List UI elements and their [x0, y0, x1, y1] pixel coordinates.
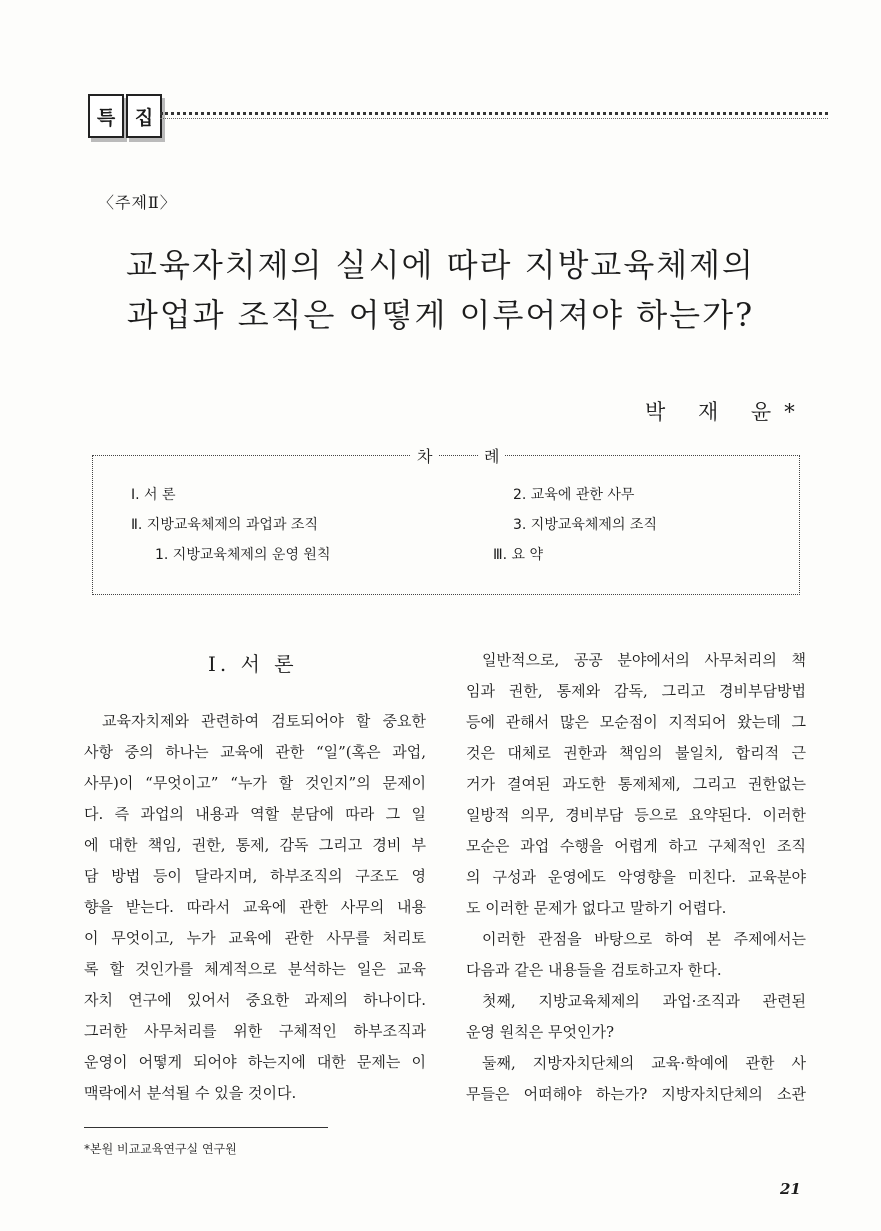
- toc-item: Ⅲ. 요 약: [493, 547, 544, 563]
- text-line: 운영이 어떻게 되어야 하는지에 대한 문제는 이: [84, 1053, 426, 1071]
- toc-item: Ⅰ. 서 론: [131, 487, 176, 503]
- left-column-paragraph: [84, 706, 426, 1109]
- text-line: 임과 권한, 통제와 감독, 그리고 경비부담방법: [466, 682, 806, 700]
- text-line: 향을 받는다. 따라서 교육에 관한 사무의 내용: [84, 898, 426, 916]
- text-line: 거가 결여된 과도한 통제체제, 그리고 권한없는: [466, 775, 806, 793]
- feature-tag-char-2: 집: [126, 94, 162, 138]
- text-line: 이러한 관점을 바탕으로 하여 본 주제에서는: [482, 930, 806, 948]
- section-heading: Ⅰ. 서 론: [208, 652, 298, 676]
- footnote-rule: [84, 1127, 328, 1128]
- text-line: 그러한 사무처리를 위한 구체적인 하부조직과: [84, 1022, 426, 1040]
- article-title-line-1: 교육자치제의 실시에 따라 지방교육체제의: [126, 246, 755, 284]
- toc-heading-right: 례: [478, 444, 505, 467]
- toc-item: 3. 지방교육체제의 조직: [513, 517, 657, 533]
- text-line: 도 이러한 문제가 없다고 말하기 어렵다.: [466, 899, 727, 917]
- text-line: 사항 중의 하나는 교육에 관한 “일”(혹은 과업,: [84, 743, 426, 761]
- header-decorative-line-thin: [160, 118, 828, 119]
- page-number: 21: [780, 1180, 801, 1198]
- text-line: 일방적 의무, 경비부담 등으로 요약된다. 이러한: [466, 806, 806, 824]
- text-line: 모순은 과업 수행을 어렵게 하고 구체적인 조직: [466, 837, 806, 855]
- text-line: 다. 즉 과업의 내용과 역할 분담에 따라 그 일: [84, 805, 426, 823]
- text-line: 맥락에서 분석될 수 있을 것이다.: [84, 1084, 297, 1102]
- text-line: 교육자치제와 관련하여 검토되어야 할 중요한: [102, 712, 426, 730]
- text-line: 다음과 같은 내용들을 검토하고자 한다.: [466, 961, 722, 979]
- topic-label: 〈주제Ⅱ〉: [98, 193, 177, 212]
- text-line: 에 대한 책임, 권한, 통제, 감독 그리고 경비 부: [84, 836, 426, 854]
- right-column-paragraphs: [466, 645, 806, 1110]
- text-line: 첫째, 지방교육체제의 과업·조직과 관련된: [482, 992, 806, 1010]
- feature-tag-char-1: 특: [88, 94, 124, 138]
- text-line: 이 무엇이고, 누가 교육에 관한 사무를 처리토: [84, 929, 426, 947]
- text-line: 운영 원칙은 무엇인가?: [466, 1023, 614, 1041]
- author-name: 박 재 윤*: [645, 400, 808, 424]
- toc-item: 1. 지방교육체제의 운영 원칙: [155, 547, 331, 563]
- text-line: 둘째, 지방자치단체의 교육·학예에 관한 사: [482, 1054, 806, 1072]
- text-line: 것은 대체로 권한과 책임의 불일치, 합리적 근: [466, 744, 806, 762]
- toc-item: Ⅱ. 지방교육체제의 과업과 조직: [131, 517, 318, 533]
- text-line: 담 방법 등이 달라지며, 하부조직의 구조도 영: [84, 867, 426, 885]
- text-line: 의 구성과 운영에도 악영향을 미친다. 교육분야: [466, 868, 806, 886]
- text-line: 등에 관해서 많은 모순점이 지적되어 왔는데 그: [466, 713, 806, 731]
- text-line: 사무)이 “무엇이고” “누가 할 것인지”의 문제이: [84, 774, 426, 792]
- toc-heading-left: 차: [411, 444, 438, 467]
- text-line: 무들은 어떠해야 하는가? 지방자치단체의 소관: [466, 1085, 806, 1103]
- text-line: 일반적으로, 공공 분야에서의 사무처리의 책: [482, 651, 806, 669]
- table-of-contents: [92, 447, 800, 595]
- text-line: 자치 연구에 있어서 중요한 과제의 하나이다.: [84, 991, 426, 1009]
- header-decorative-line: [160, 112, 828, 115]
- footnote: *본원 비교교육연구실 연구원: [84, 1142, 237, 1156]
- article-title-line-2: 과업과 조직은 어떻게 이루어져야 하는가?: [126, 296, 755, 334]
- text-line: 록 할 것인가를 체계적으로 분석하는 일은 교육: [84, 960, 426, 978]
- toc-item: 2. 교육에 관한 사무: [513, 487, 635, 503]
